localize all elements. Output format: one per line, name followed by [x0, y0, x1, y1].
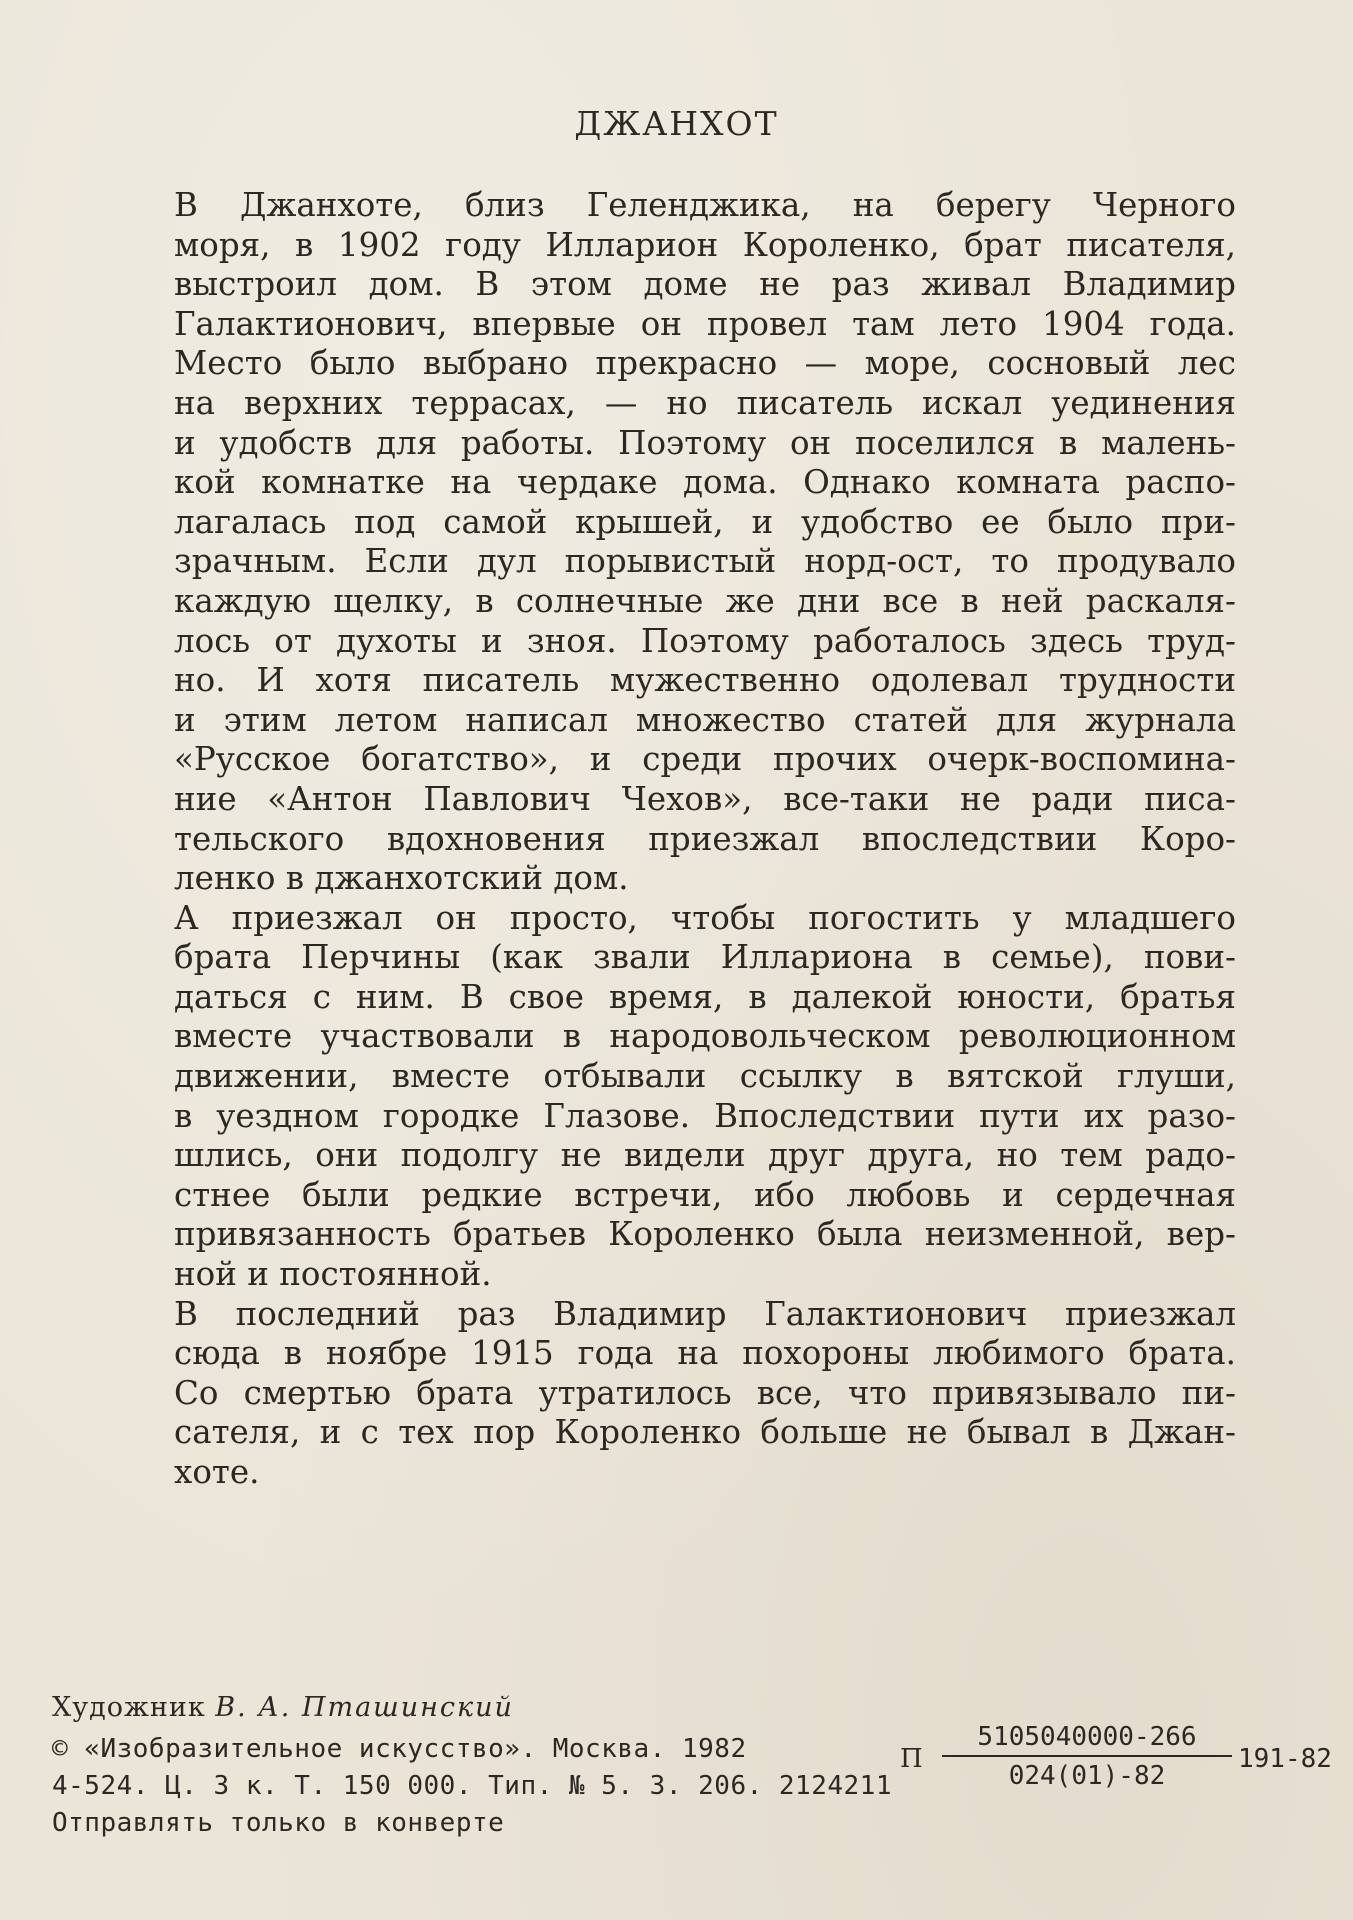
publisher-line: © «Изобразительное искусство». Москва. 1982: [52, 1734, 747, 1764]
text-line: брата Перчины (как звали Иллариона в семье), пови-: [174, 938, 1236, 977]
text-line: движении, вместе отбывали ссылку в вятской глуши,: [174, 1057, 1236, 1096]
text-line: ной и постоянной.: [174, 1255, 492, 1294]
credit-label: Художник: [52, 1692, 206, 1723]
text-line: Со смертью брата утратилось все, что привязывало пи-: [174, 1373, 1236, 1412]
text-line: ленко в джанхотский дом.: [174, 859, 629, 898]
text-line: А приезжал он просто, чтобы погостить у младшего: [174, 898, 1236, 937]
artist-name: В. А. Пташинский: [215, 1692, 514, 1723]
text-line: каждую щелку, в солнечные же дни все в ней раскаля-: [174, 581, 1236, 620]
text-line: вместе участвовали в народовольческом революционном: [174, 1017, 1236, 1056]
paragraph-2: [110, 344, 1236, 898]
text-line: на верхних террасах, — но писатель искал уединения: [174, 383, 1236, 422]
text-line: стнее были редкие встречи, ибо любовь и сердечная: [174, 1175, 1236, 1214]
text-line: выстроил дом. В этом доме не раз живал Владимир: [174, 265, 1236, 304]
text-line: кой комнатке на чердаке дома. Однако комната распо-: [174, 463, 1236, 502]
article-body: [110, 186, 1236, 1493]
text-line: Место было выбрано прекрасно — море, сосновый лес: [174, 344, 1236, 383]
mail-instruction: Отправлять только в конверте: [52, 1808, 505, 1838]
text-line: моря, в 1902 году Илларион Короленко, брат писателя,: [174, 225, 1236, 264]
text-line: В Джанхоте, близ Геленджика, на берегу Черного: [174, 186, 1236, 224]
text-line: и удобств для работы. Поэтому он поселился в малень-: [174, 423, 1236, 462]
index-numerator: 5105040000-266: [942, 1722, 1232, 1757]
text-line: лагалась под самой крышей, и удобство ее было при-: [174, 502, 1236, 541]
index-prefix: П: [900, 1744, 923, 1774]
index-suffix: 191-82: [1238, 1744, 1332, 1774]
text-line: шлись, они подолгу не видели друг друга, но тем радо-: [174, 1136, 1236, 1175]
text-line: Галактионович, впервые он провел там лето 1904 года.: [174, 304, 1236, 343]
text-line: в уездном городке Глазове. Впоследствии пути их разо-: [174, 1096, 1236, 1135]
paragraph-3: [110, 899, 1236, 1295]
text-line: но. И хотя писатель мужественно одолевал трудности: [174, 661, 1236, 700]
catalog-index-fraction: [942, 1722, 1232, 1791]
text-line: ние «Антон Павлович Чехов», все-таки не ради писа-: [174, 779, 1236, 818]
page-title: ДЖАНХОТ: [574, 104, 779, 143]
text-line: тельского вдохновения приезжал впоследствии Коро-: [174, 819, 1236, 858]
paragraph-4: [110, 1295, 1236, 1493]
text-line: лось от духоты и зноя. Поэтому работалось здесь труд-: [174, 621, 1236, 660]
text-line: «Русское богатство», и среди прочих очерк-воспомина-: [174, 740, 1236, 779]
text-line: даться с ним. В свое время, в далекой юности, братья: [174, 977, 1236, 1016]
text-line: привязанность братьев Короленко была неизменной, вер-: [174, 1215, 1236, 1254]
print-run-line: 4-524. Ц. 3 к. Т. 150 000. Тип. № 5. З. 206. 2124211: [52, 1771, 892, 1801]
index-denominator: 024(01)-82: [1008, 1761, 1166, 1791]
text-line: В последний раз Владимир Галактионович приезжал: [174, 1294, 1236, 1333]
paragraph-1: [110, 186, 1236, 344]
artist-credit: [52, 1692, 514, 1723]
text-line: сюда в ноябре 1915 года на похороны любимого брата.: [174, 1334, 1236, 1373]
text-line: и этим летом написал множество статей для журнала: [174, 700, 1236, 739]
text-line: зрачным. Если дул порывистый норд-ост, то продувало: [174, 542, 1236, 581]
text-line: хоте.: [174, 1453, 260, 1491]
text-line: сателя, и с тех пор Короленко больше не бывал в Джан-: [174, 1413, 1236, 1452]
